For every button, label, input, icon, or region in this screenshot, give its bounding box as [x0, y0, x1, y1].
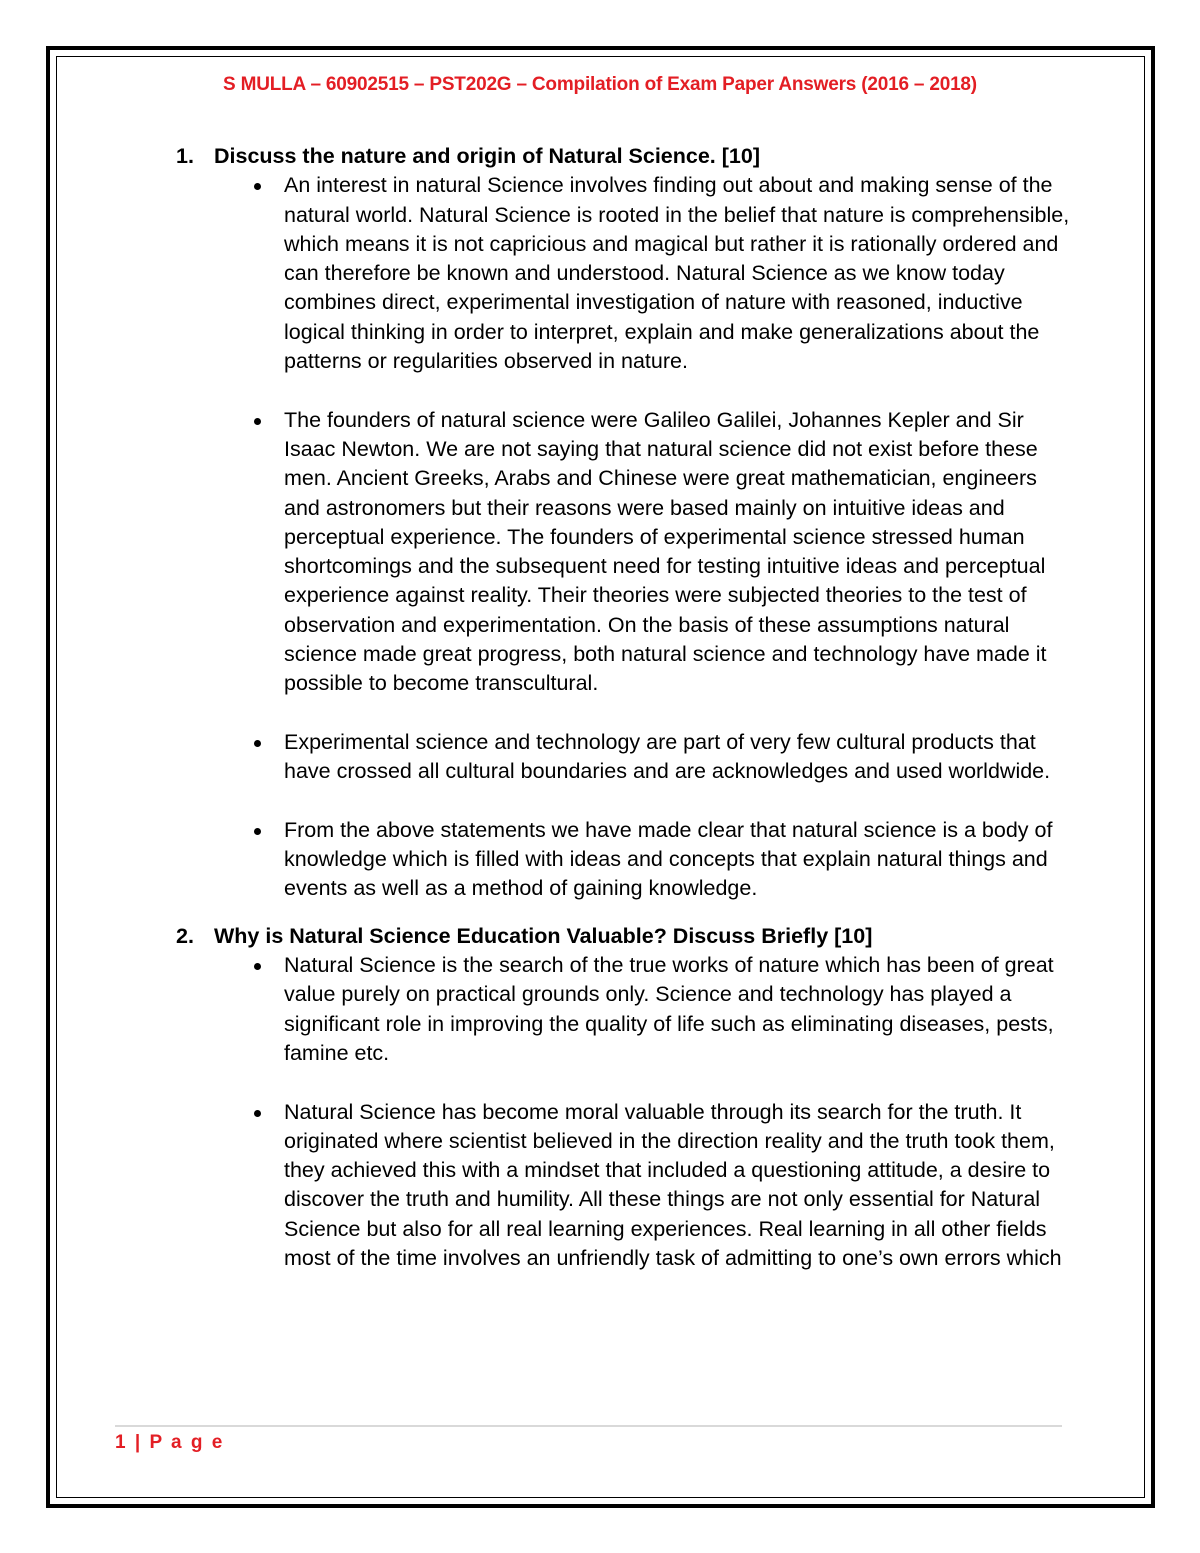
- bullet-icon: [254, 828, 261, 835]
- question-1-heading: [176, 142, 1076, 171]
- list-item: [176, 171, 1076, 376]
- bullet-icon: [254, 1110, 261, 1117]
- bullet-icon: [254, 418, 261, 425]
- list-item: [176, 728, 1076, 787]
- question-2-heading: [176, 922, 1076, 951]
- bullet-text: Experimental science and technology are part of very few cultural products that have crossed all cultural boundaries and are acknowledges and used worldwide.: [284, 729, 1051, 784]
- footer-divider: [115, 1425, 1062, 1427]
- list-item: [176, 1098, 1076, 1274]
- bullet-icon: [254, 740, 261, 747]
- list-item: [176, 816, 1076, 904]
- list-item: [176, 406, 1076, 699]
- question-title: Why is Natural Science Education Valuable? Discuss Briefly [10]: [214, 923, 873, 948]
- bullet-icon: [254, 183, 261, 190]
- page-number: 1 | P a g e: [115, 1432, 225, 1453]
- bullet-text: Natural Science has become moral valuable through its search for the truth. It originated where scientist believed in the direction reality and the truth took them, they achieved this with a mindset that included a questioning attitude, a desire to discover the truth and humility. All these things are not only essential for Natural Science but also for all real learning experiences. Real learning in all other fields most of the time involves an unfriendly task of admitting to one’s own errors which: [284, 1099, 1062, 1270]
- question-1-answer-list: [176, 171, 1076, 903]
- page-header: S MULLA – 60902515 – PST202G – Compilation of Exam Paper Answers (2016 – 2018): [223, 74, 977, 95]
- bullet-text: An interest in natural Science involves finding out about and making sense of the natural world. Natural Science is rooted in the belief that nature is comprehensible, which means it is not capricious and magical but rather it is rationally ordered and can therefore be known and understood. Natural Science as we know today combines direct, experimental investigation of nature with reasoned, inductive logical thinking in order to interpret, explain and make generalizations about the patterns or regularities observed in nature.: [284, 173, 1070, 374]
- bullet-icon: [254, 963, 261, 970]
- question-2-answer-list: [176, 951, 1076, 1273]
- list-item: [176, 951, 1076, 1068]
- document-body: [176, 142, 1076, 1287]
- question-number: 1.: [176, 144, 194, 168]
- bullet-text: Natural Science is the search of the true works of nature which has been of great value purely on practical grounds only. Science and technology has played a significant role in improving the quality of life such as eliminating diseases, pests, famine etc.: [284, 953, 1054, 1065]
- question-number: 2.: [176, 923, 194, 948]
- question-title: Discuss the nature and origin of Natural Science. [10]: [214, 144, 760, 168]
- bullet-text: From the above statements we have made clear that natural science is a body of knowledge which is filled with ideas and concepts that explain natural things and events as well as a method of gaining knowledge.: [284, 817, 1053, 901]
- bullet-text: The founders of natural science were Galileo Galilei, Johannes Kepler and Sir Isaac Newton. We are not saying that natural science did not exist before these men. Ancient Greeks, Arabs and Chinese were great mathematician, engineers and astronomers but their reasons were based mainly on intuitive ideas and perceptual experience. The founders of experimental science stressed human shortcomings and the subsequent need for testing intuitive ideas and perceptual experience against reality. Their theories were subjected theories to the test of observation and experimentation. On the basis of these assumptions natural science made great progress, both natural science and technology have made it possible to become transcultural.: [284, 407, 1047, 696]
